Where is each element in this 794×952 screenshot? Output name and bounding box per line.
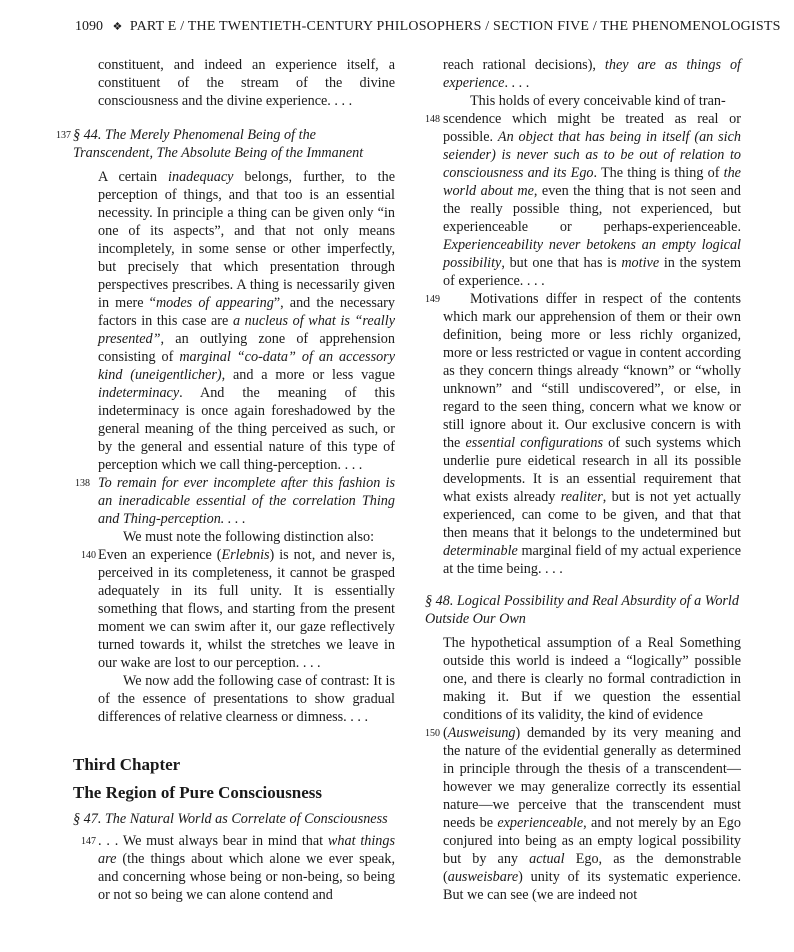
marginal-number: 148: [425, 114, 440, 125]
text-span: reach rational decisions),: [443, 57, 605, 73]
marginal-number: 147: [81, 836, 96, 847]
emphasis: To remain for ever incomplete after this fashion is an ineradicable essential of the correlation Thing and Thing-perception. . . .: [98, 475, 395, 527]
text-span: ) is not, and never is, perceived in its completeness, it cannot be grasped adequately in its full unity. It is essentially something that flows, and starting from the present moment we can swim after it, our gaze reflectively turned towards it, whilst the stretches we leave in our wake are lost to our perception. . . .: [98, 547, 396, 671]
paragraph: [73, 672, 395, 726]
paragraph: [73, 168, 395, 474]
section-44-heading: [56, 126, 395, 162]
text-span: ”, and the necessary factors in this case are: [98, 295, 395, 329]
text-span: belongs, further, to the perception of things, and that too is an essential necessity. In principle a thing can be given only “in one of its aspects”, and that not only means incompletely, in some sense or other imperfectly, but precisely that which presentation through perspectives prescribes. A thing is necessarily given in mere “: [98, 169, 395, 311]
emphasis: experienceable: [497, 815, 584, 831]
emphasis: inadequacy: [168, 169, 234, 185]
text-span: , and not merely by an Ego conjured into being as an empty logical possibility but by any: [443, 815, 741, 867]
emphasis: actual: [529, 851, 565, 867]
emphasis: Erlebnis: [221, 547, 270, 563]
text-span: . The thing is thing of: [593, 165, 724, 181]
paragraph: [73, 832, 395, 904]
text-span: of such systems which underlie pure eidetical research in all its possible developments. It is an essential requirement that what exists already: [443, 435, 741, 505]
text-span: We must note the following distinction also:: [123, 529, 375, 545]
section-title: § 44. The Merely Phenomenal Being of the Transcendent, The Absolute Being of the Immanent: [73, 127, 364, 161]
text-span: , and a more or less vague: [221, 367, 395, 383]
text-span: Motivations differ in respect of the contents which mark our apprehension of them or their own definition, being more or less richly organized, more or less restricted or vague in content according as they concern things already “known” or “wholly unknown” and “still undiscovered”, or else, in regard to the seen thing, concern what we know or still ignore about it. Our exclusive concern is with the: [443, 291, 741, 451]
emphasis: Ausweisung: [447, 725, 516, 741]
emphasis: realiter: [560, 489, 603, 505]
text-span: scendence which might be treated as real or possible.: [443, 111, 741, 145]
text-span: We now add the following case of contrast: It is of the essence of presentations to show gradual differences of relative clearness or dimness. . . .: [98, 673, 395, 725]
paragraph: [425, 290, 741, 578]
text-span: , but one that has is: [501, 255, 622, 271]
emphasis: the world about me: [443, 165, 741, 199]
diamond-ornament-icon: ❖: [112, 21, 123, 33]
right-column: [425, 56, 741, 904]
text-span: . And the meaning of this indeterminacy is once again foreshadowed by the general meaning of the thing perceived as such, or by the general and essential nature of this type of perception which we call thing-perception. . . .: [98, 385, 395, 473]
paragraph-continuation: [425, 56, 741, 92]
marginal-number: 149: [425, 294, 440, 305]
text-span: This holds of every conceivable kind of tran-: [470, 93, 726, 109]
emphasis: essential configurations: [465, 435, 604, 451]
text-span: , even the thing that is not seen and the really possible thing, not experienced, but experienceable or perhaps-experienceable.: [443, 183, 741, 235]
text-span: (: [443, 725, 448, 741]
text-span: . . . We must always bear in mind that: [98, 833, 328, 849]
text-span: Ego, as the demonstrable (: [443, 851, 741, 885]
emphasis: determinable: [443, 543, 518, 559]
paragraph: [425, 110, 741, 290]
marginal-number: 137: [56, 130, 71, 141]
text-span: , an outlying zone of apprehension consisting of: [98, 331, 395, 365]
emphasis: they are as things of experience: [443, 57, 741, 91]
text-span: Even an experience (: [98, 547, 222, 563]
paragraph: [425, 92, 741, 110]
page-number: 1090: [75, 19, 103, 34]
running-title: PART E / THE TWENTIETH-CENTURY PHILOSOPHERS / SECTION FIVE / THE PHENOMENOLOGISTS: [129, 19, 781, 34]
paragraph: [425, 724, 741, 904]
text-span: ) demanded by its very meaning and the nature of the evidential generally as determined in principle through the thesis of a transcendent—however we may generalize correctly its essential nature—we perceive that the transcendent must needs be: [443, 725, 741, 831]
paragraph-continuation: [73, 56, 395, 110]
paragraph: [73, 528, 395, 546]
emphasis: An object that has being in itself (an sich seiender) is never such as to be out of relation to consciousness and its Ego: [443, 129, 741, 181]
text-span: (the things about which alone we ever speak, and concerning whose being or non-being, so being or not so being we can alone contend and: [98, 851, 395, 903]
text-span: A certain: [98, 169, 169, 185]
marginal-number: 138: [75, 478, 90, 489]
marginal-number: 140: [81, 550, 96, 561]
paragraph: [73, 546, 395, 672]
emphasis: motive: [621, 255, 660, 271]
chapter-heading: Third Chapter: [73, 755, 181, 774]
emphasis: a nucleus of what is “really presented”: [98, 313, 395, 347]
section-48-heading: § 48. Logical Possibility and Real Absurdity of a World Outside Our Own: [425, 593, 739, 627]
emphasis: modes of appearing: [155, 295, 274, 311]
emphasis: marginal “co-data” of an accessory kind (uneigentlicher): [98, 349, 395, 383]
running-header: [75, 18, 781, 36]
text-span: constituent, and indeed an experience itself, a constituent of the stream of the divine consciousness and the divine experience. . . .: [98, 57, 395, 109]
text-span: in the system of experience. . . .: [443, 255, 741, 289]
emphasis: Experienceability never betokens an empty logical possibility: [443, 237, 741, 271]
emphasis: ausweisbare: [447, 869, 519, 885]
text-span: The hypothetical assumption of a Real Something outside this world is indeed a “logically” possible one, and there is clearly no formal contradiction in making it. But if we question the essential conditions of its validity, the kind of evidence: [443, 635, 741, 723]
section-47-heading: § 47. The Natural World as Correlate of Consciousness: [73, 811, 388, 827]
text-span: . . . .: [504, 75, 530, 91]
left-column: [56, 56, 396, 904]
chapter-title: The Region of Pure Consciousness: [73, 783, 323, 802]
paragraph: [425, 634, 741, 724]
text-span: , but is not yet actually experienced, can come to be given, and that that then means that it belongs to the undetermined but: [443, 489, 741, 541]
text-span: marginal field of my actual experience at the time being. . . .: [443, 543, 741, 577]
emphasis: indeterminacy: [98, 385, 180, 401]
paragraph: [73, 474, 395, 528]
emphasis: what things are: [98, 833, 396, 867]
text-span: ) unity of its systematic experience. But we can see (we are indeed not: [443, 869, 741, 903]
marginal-number: 150: [425, 728, 440, 739]
